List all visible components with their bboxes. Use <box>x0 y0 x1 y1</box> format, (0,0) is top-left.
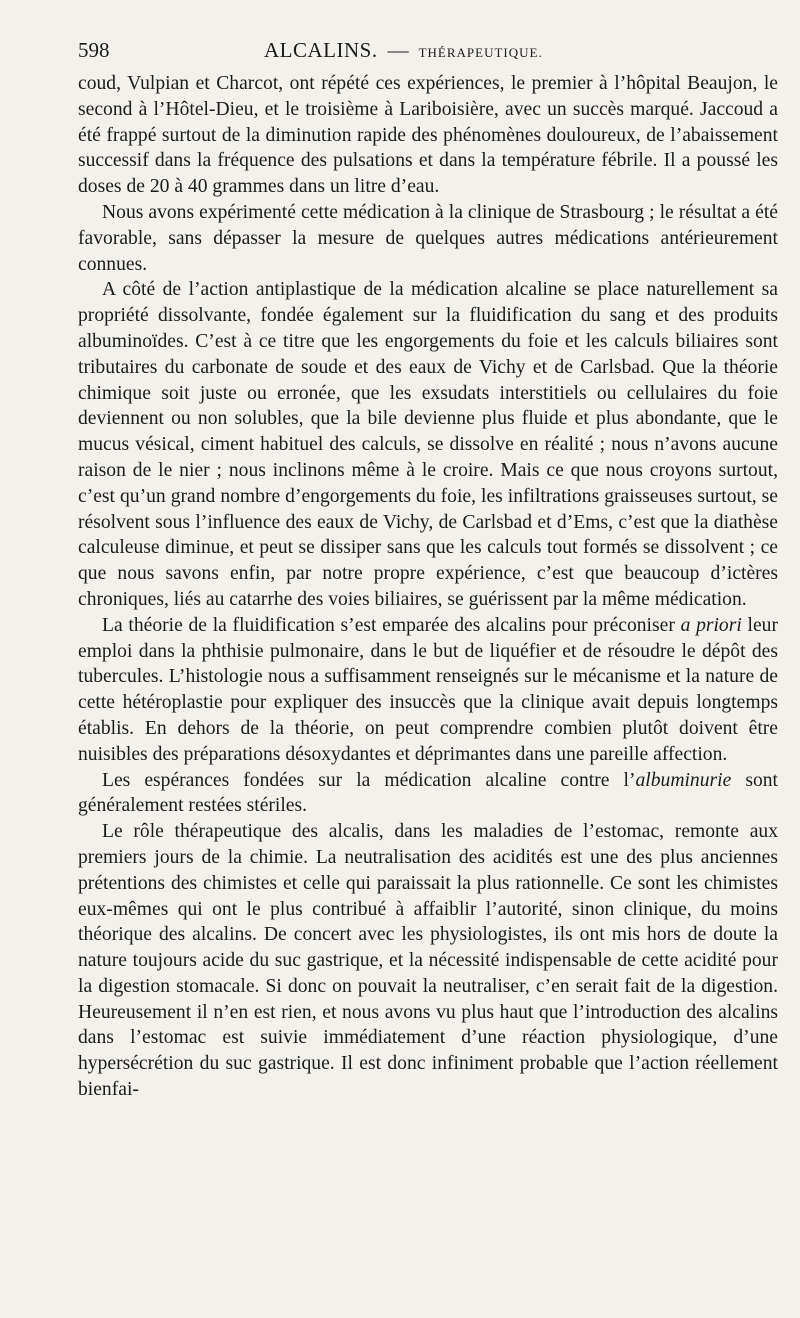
paragraph: Les espérances fondées sur la médication alcaline contre l’albuminurie sont généralement restées stériles. <box>78 769 778 817</box>
paragraph: Nous avons expérimenté cette médication à la clinique de Strasbourg ; le résultat a été favorable, sans dépasser la mesure de quelques autres médications antérieurement connues. <box>78 201 778 275</box>
page-number: 598 <box>78 38 110 62</box>
running-header <box>78 38 762 63</box>
italic-term: a priori <box>680 614 742 636</box>
paragraph: A côté de l’action antiplastique de la médication alcaline se place naturellement sa propriété dissolvante, fondée également sur la fluidification du sang et des produits albuminoïdes. C’est à ce titre que les engorgements du foie et les calculs biliaires sont tributaires du carbonate de soude et des eaux de Vichy et de Carlsbad. Que la théorie chimique soit juste ou erronée, que les exsudats interstitiels ou cellulaires du foie deviennent ou non solubles, que la bile devienne plus fluide et plus abondante, que le mucus vésical, ciment habituel des calculs, se dissolve en réalité ; nous n’avons aucune raison de le nier ; nous inclinons même à le croire. Mais ce que nous croyons surtout, c’est qu’un grand nombre d’engorgements du foie, les infiltrations graisseuses surtout, se résolvent sous l’influence des eaux de Vichy, de Carlsbad et d’Ems, c’est que la diathèse calculeuse diminue, et peut se dissiper sans que les calculs tout formés se dissolvent ; ce que nous savons enfin, par notre propre expérience, c’est que beaucoup d’ictères chroniques, liés au catarrhe des voies biliaires, se guérissent par la même médication. <box>78 279 778 610</box>
running-subtitle: THÉRAPEUTIQUE. <box>418 45 543 60</box>
paragraph: La théorie de la fluidification s’est emparée des alcalins pour préconiser a priori leur emploi dans la phthisie pulmonaire, dans le but de liquéfier et de résoudre le dépôt des tubercules. L’histologie nous a suffisamment renseignés sur le mécanisme et la nature de cette hétéroplastie pour expliquer des insuccès que la clinique avait depuis longtemps établis. En dehors de la théorie, on peut comprendre combien plutôt doivent être nuisibles des préparations désoxydantes et déprimantes dans une pareille affection. <box>78 614 778 765</box>
paragraph: Le rôle thérapeutique des alcalis, dans les maladies de l’estomac, remonte aux premiers jours de la chimie. La neutralisation des acidités est une des plus anciennes prétentions des chimistes et celle qui paraissait la plus rationnelle. Ce sont les chimistes eux-mêmes qui ont le plus contribué à affaiblir l’autorité, sinon clinique, du moins théorique des alcalins. De concert avec les physiologistes, ils ont mis hors de doute la nature toujours acide du suc gastrique, et la nécessité indispensable de cette acidité pour la digestion stomacale. Si donc on pouvait la neutraliser, c’en serait fait de la digestion. Heureusement il n’en est rien, et nous avons vu plus haut que l’introduction des alcalins dans l’estomac est suivie immédiatement d’une réaction physiologique, d’une hypersécrétion du suc gastrique. Il est donc infiniment probable que l’action réellement bienfai- <box>78 821 778 1101</box>
running-separator: — <box>387 38 409 62</box>
italic-term: albuminurie <box>635 769 732 791</box>
running-title: ALCALINS. <box>264 38 378 62</box>
paragraph: coud, Vulpian et Charcot, ont répété ces expériences, le premier à l’hôpital Beaujon, le second à l’Hôtel-Dieu, et le troisième à Lariboisière, avec un succès marqué. Jaccoud a été frappé surtout de la diminution rapide des phénomènes douloureux, de l’abaissement successif dans la fréquence des pulsations et dans la température fébrile. Il a poussé les doses de 20 à 40 grammes dans un litre d’eau. <box>78 73 778 198</box>
body-text <box>78 71 778 1103</box>
